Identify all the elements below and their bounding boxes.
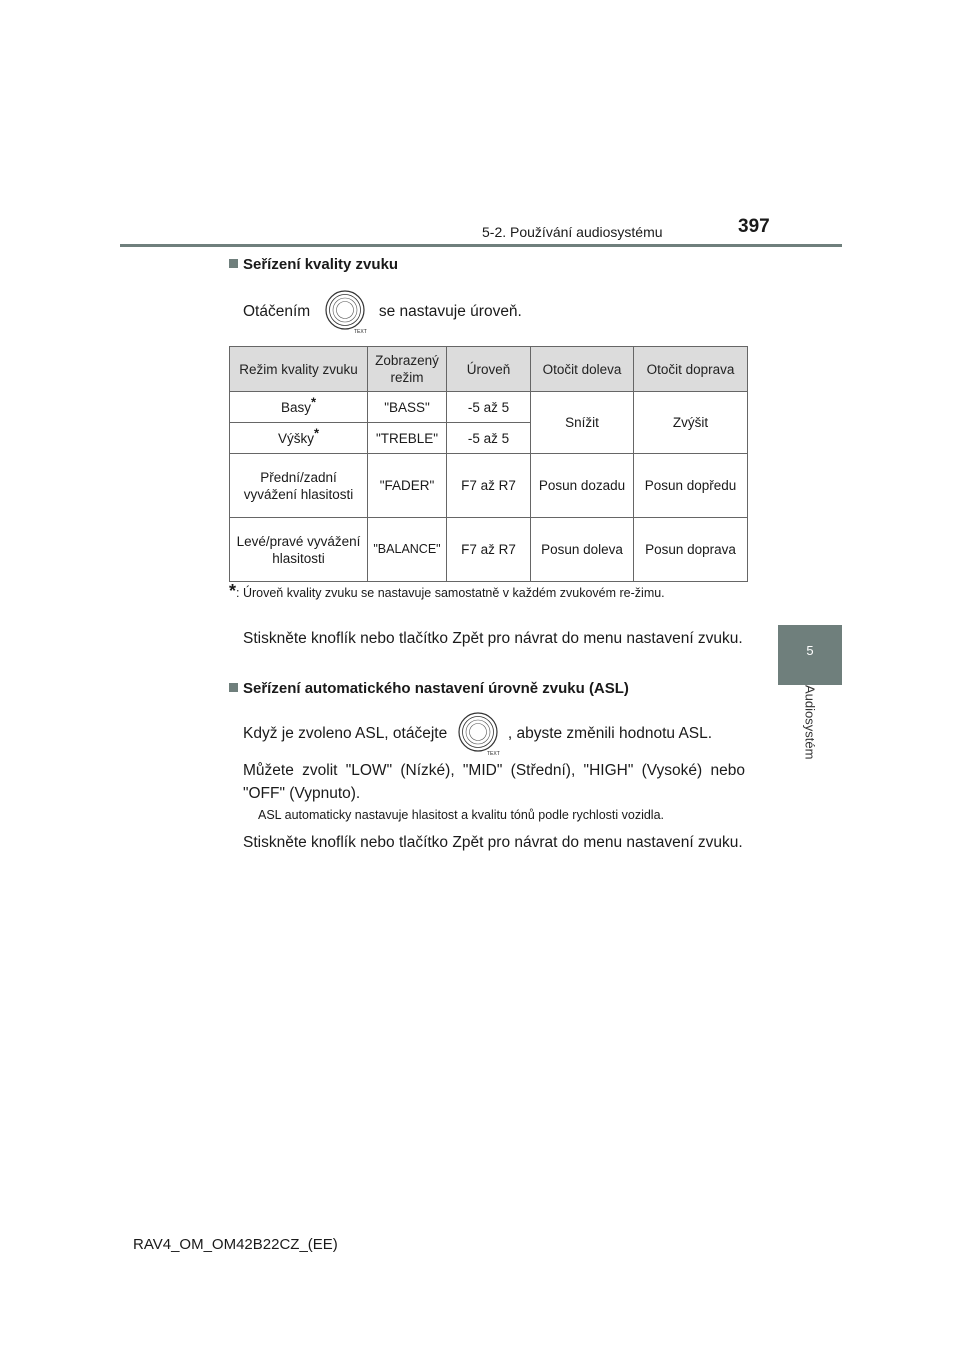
chapter-label-container [778, 685, 842, 795]
asl-options-text: Můžete zvolit "LOW" (Nízké), "MID" (Střední), "HIGH" (Vysoké) nebo "OFF" (Vypnuto). [243, 762, 745, 802]
table-header-cell: Otočit doprava [634, 347, 748, 392]
tune-knob-icon [323, 290, 367, 334]
table-header-cell: Otočit doleva [531, 347, 634, 392]
sound-quality-heading: Seřízení kvality zvuku [229, 256, 398, 273]
table-footnote: *: Úroveň kvality zvuku se nastavuje samostatně v každém zvukovém re-žimu. [229, 581, 665, 601]
table-cell-level: F7 až R7 [447, 454, 531, 518]
table-row [230, 454, 748, 518]
table-cell-left: Posun dozadu [531, 454, 634, 518]
table-header-cell: Režim kvality zvuku [230, 347, 368, 392]
table-cell-mode: Levé/pravé vyvážení hlasitosti [230, 518, 368, 582]
table-cell-right: Posun dopředu [634, 454, 748, 518]
table-cell-level: -5 až 5 [447, 392, 531, 423]
table-row [230, 518, 748, 582]
document-code: RAV4_OM_OM42B22CZ_(EE) [133, 1236, 338, 1253]
square-bullet-icon [229, 259, 238, 268]
footnote-asterisk: * [229, 581, 237, 601]
table-cell-display: "BASS" [368, 392, 447, 423]
table-cell-left: Snížit [531, 392, 634, 454]
asl-heading: Seřízení automatického nastavení úrovně zvuku (ASL) [229, 680, 629, 697]
page-number: 397 [738, 216, 770, 237]
table-cell-mode: Výšky* [230, 423, 368, 454]
table-cell-mode: Přední/zadní vyvážení hlasitosti [230, 454, 368, 518]
table-cell-left: Posun doleva [531, 518, 634, 582]
asl-back-text: Stiskněte knoflík nebo tlačítko Zpět pro návrat do menu nastavení zvuku. [243, 834, 743, 851]
chapter-label: Audiosystém [802, 685, 818, 760]
tune-knob-icon [456, 712, 500, 756]
asl-intro: Když je zvoleno ASL, otáčejte TEXT , abyste změnili hodnotu ASL. [243, 712, 712, 756]
knob-text-label: TEXT [353, 329, 367, 334]
table-cell-display: "TREBLE" [368, 423, 447, 454]
asl-note: ASL automaticky nastavuje hlasitost a kvalitu tónů podle rychlosti vozidla. [258, 808, 664, 822]
table-cell-level: F7 až R7 [447, 518, 531, 582]
knob-text-label: TEXT [486, 751, 500, 756]
table-cell-right: Posun doprava [634, 518, 748, 582]
table-cell-display: "BALANCE" [368, 518, 447, 582]
sound-quality-table [229, 346, 748, 582]
header-rule [120, 244, 842, 247]
asterisk-mark: * [310, 394, 317, 409]
table-cell-right: Zvýšit [634, 392, 748, 454]
section-title: 5-2. Používání audiosystému [482, 224, 663, 240]
table-row [230, 392, 748, 423]
asterisk-mark: * [313, 425, 320, 440]
square-bullet-icon [229, 683, 238, 692]
chapter-number: 5 [806, 643, 814, 658]
sound-quality-back-text: Stiskněte knoflík nebo tlačítko Zpět pro návrat do menu nastavení zvuku. [243, 630, 743, 647]
table-header-cell: Úroveň [447, 347, 531, 392]
sound-quality-intro: Otáčením TEXT se nastavuje úroveň. [243, 290, 522, 334]
table-header-cell: Zobrazený režim [368, 347, 447, 392]
table-cell-mode: Basy* [230, 392, 368, 423]
table-header-row [230, 347, 748, 392]
table-cell-display: "FADER" [368, 454, 447, 518]
table-cell-level: -5 až 5 [447, 423, 531, 454]
